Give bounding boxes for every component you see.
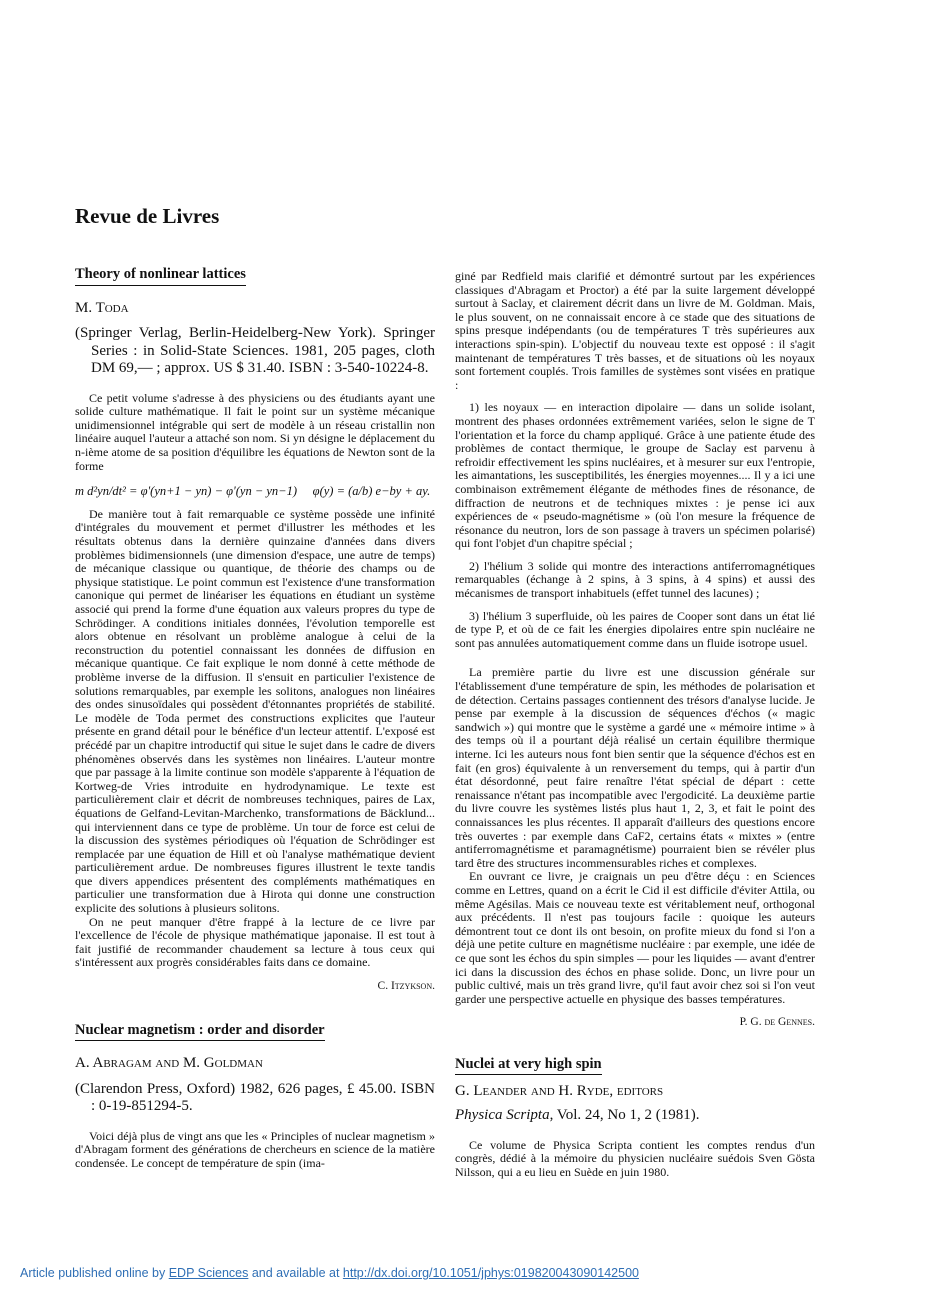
review-paragraph: giné par Redfield mais clarifié et démontré surtout par les expériences classiques d'Abragam et Proctor) a été par la suite largement développé surtout à Saclay, et clairement décrit dans un livre de M. Goldman. Mais, le plus souvent, on ne connaissait encore à ce stade que des situations de spins presque indépendants (ou de températures T très supérieures aux interactions spin-spin). L'objectif du nouveau texte est opposé : il s'agit maintenant de températures T très basses, et de situations où les noyaux sont fortement couplés. Trois familles de systèmes sont visées en pratique : bbox=[455, 269, 815, 392]
review-title: Theory of nonlinear lattices bbox=[75, 268, 246, 286]
list-item: 2) l'hélium 3 solide qui montre des interactions antiferromagnétiques remarquables (échange à 2 spins, à 3 spins, à 4 spins) et aussi des mécanismes de transport inhabituels (effet tunnel des lacunes) ; bbox=[455, 558, 815, 601]
review-nuclei-high-spin bbox=[455, 1055, 815, 1179]
review-paragraph: Ce petit volume s'adresse à des physiciens ou des étudiants ayant une solide culture mathématique. Il fait le point sur un système mécanique unidimensionnel intégrable qui sert de modèle à un réseau cristallin non linéaire auquel l'auteur a attaché son nom. Si yn désigne le déplacement du n-ième atome de sa position d'équilibre les équations de Newton sont de la forme bbox=[75, 390, 435, 473]
publication-info: Physica Scripta, Vol. 24, No 1, 2 (1981). bbox=[455, 1107, 700, 1124]
review-title: Nuclei at very high spin bbox=[455, 1058, 602, 1076]
review-paragraph: On ne peut manquer d'être frappé à la lecture de ce livre par l'excellence de l'école de physique mathématique japonaise. Il est tout à fait justifié de recommander chaudement sa lecture à tous ceux qui s'intéressent aux progrès considérables faits dans ce domaine. bbox=[75, 914, 435, 970]
left-column bbox=[75, 268, 435, 1171]
list-item: 3) l'hélium 3 superfluide, où les paires de Cooper sont dans un état lié de type P, et où de ce fait les énergies dipolaires entre spin nucléaire ne sont pas annulées automatiquement comme dans un fluide isotrope usuel. bbox=[455, 608, 815, 650]
review-paragraph: En ouvrant ce livre, je craignais un peu d'être déçu : en Sciences comme en Lettres, quand on a écrit le Cid il est difficile d'éviter Attila, ou même Agésilas. Mais ce nouveau texte est véritablement neuf, orthogonal aux précédents. Il n'est pas toujours facile : quoique les auteurs démontrent tout ce dont ils ont besoin, on profite mieux du fond si l'on a déjà une petite culture en magnétisme nucléaire : par exemple, une idée de ce que sont les échos du spin simples — pour les liquides — avant d'entrer ici dans la discussion des échos en phase solide. Donc, un livre pour un public cultivé, mais un très grand livre, qu'il faut avoir chez soi si l'on veut garder une perspective actuelle en physique des basses températures. bbox=[455, 869, 815, 1006]
publication-info: (Springer Verlag, Berlin-Heidelberg-New York). Springer Series : in Solid-State Sciences. 1981, 205 pages, cloth DM 69,— ; approx. US $ 31.40. ISBN : 3-540-10224-8. bbox=[75, 325, 435, 377]
equation-rhs: φ(y) = (a/b) e−by + ay. bbox=[312, 484, 431, 499]
review-title: Nuclear magnetism : order and disorder bbox=[75, 1024, 325, 1042]
review-paragraph: Voici déjà plus de vingt ans que les « Principles of nuclear magnetism » d'Abragam forment des générations de chercheurs en science de la matière condensée. Le concept de température de spin (ima- bbox=[75, 1128, 435, 1170]
publication-info: (Clarendon Press, Oxford) 1982, 626 pages, £ 45.00. ISBN : 0-19-851294-5. bbox=[75, 1080, 435, 1115]
review-paragraph: La première partie du livre est une discussion générale sur l'établissement d'une température de spin, les méthodes de polarisation et de détection. Certains passages contiennent des trésors d'analyse lucide. Je pense par exemple à la discussion de séquences d'échos (« magic sandwich ») qui montre que le système a gardé une « mémoire intime » à des temps où il a pourtant déjà réalisé un certain équilibre thermique interne. Ici les auteurs nous font bien sentir que la séquence d'échos est en fait (en gros) équivalente à un renversement du temps, qui à partir d'un état désordonné, peut faire renaître l'état spécial de départ : cette renaissance n'étant pas incompatible avec l'ergodicité. La deuxième partie du livre couvre les systèmes listés plus haut 1, 2, 3, et fait le point des connaissances les plus récentes. Il apparaît d'ailleurs des questions encore très ouvertes : par exemple dans CaF2, certains états « mixtes » (entre antiferromagnétisme et paramagnétisme) pourraient bien se révéler plus tard être des structures incommensurables riches et complexes. bbox=[455, 665, 815, 870]
right-column bbox=[455, 270, 815, 1179]
footer: Article published online by EDP Sciences and available at http://dx.doi.org/10.1051/jphys:019820043090142500 bbox=[20, 1266, 639, 1280]
review-nuclear-magnetism bbox=[75, 1021, 435, 1171]
equation bbox=[75, 485, 435, 499]
review-paragraph: De manière tout à fait remarquable ce système possède une infinité d'intégrales du mouvement et permet d'illustrer les méthodes et les résultats obtenus dans la dernière quinzaine d'années dans divers problèmes bidimensionnels (une dimension d'espace, une autre de temps) de mécanique classique ou quantique, de théorie des champs ou de physique statistique. Le point commun est l'existence d'une transformation canonique qui permet de linéariser les équations en étudiant un système associé qui prend la forme d'une équation aux valeurs propres du type de Schrödinger. A conditions initiales données, l'évolution temporelle est alors obtenue en résolvant un problème analogue à celui de la reconstruction du potentiel connaissant les données de diffusion en mécanique quantique. Ce fait explique le nom donné à cette méthode de problème inverse de la diffusion. Il s'ensuit en particulier l'existence de solutions remarquables, par exemple les solitons, analogues non linéaires des ondes sinusoïdales qui possèdent d'étonnantes propriétés de stabilité. Le modèle de Toda permet des constructions explicites que l'auteur présente en grand détail pour le bénéfice d'un lecteur attentif. L'exposé est précédé par un chapitre introductif qui situe le sujet dans le cadre de divers phénomènes observés dans les systèmes non linéaires. L'auteur montre que par passage à la limite continue son modèle s'apparente à l'équation de Kortweg-de Vries introduite en hydrodynamique. Le texte est particulièrement clair et décrit de nombreuses techniques, paires de Lax, équations de Gelfand-Levitan-Marchenko, transformations de Bäcklund... qui interviennent dans ce type de problème. Un tour de force est celui de la discussion des systèmes périodiques où l'équation de Schrödinger est remplacée par une équation de Hill et où l'analyse mathématique devient particulièrement ardue. De nombreuses figures illustrent le texte tandis que divers appendices présentent des compléments mathématiques en particulier une transformation due à Hirota qui donne une construction explicite des solutions à plusieurs solitons. bbox=[75, 506, 435, 916]
reviewer-signature: P. G. de Gennes. bbox=[739, 1016, 815, 1029]
page-title: Revue de Livres bbox=[75, 204, 220, 228]
doi-link[interactable]: http://dx.doi.org/10.1051/jphys:019820043090142500 bbox=[342, 1266, 639, 1280]
reviewer-signature: C. Itzykson. bbox=[377, 980, 435, 993]
review-paragraph: Ce volume de Physica Scripta contient les comptes rendus d'un congrès, dédié à la mémoire du physicien nucléaire suédois Sven Gösta Nilsson, qui a eu lieu en Suède en juin 1980. bbox=[455, 1137, 815, 1179]
review-theory-nonlinear-lattices bbox=[75, 268, 435, 994]
review-author: M. Toda bbox=[75, 299, 129, 316]
list-item: 1) les noyaux — en interaction dipolaire — dans un solide isolant, montrent des phases ordonnées extrêmement variées, selon le signe de T l'orientation et la force du champ appliqué. Grâce à une patiente étude des problèmes de contact thermique, le groupe de Saclay est parvenu à refroidir effectivement les spins nucléaires, et à mesurer sur eux l'entropie, les aimantations, les susceptibilités, les énergies moyennes.... Il y a ici une combinaison extrêmement élégante de méthodes fines de résonance, de diffraction de neutrons et de techniques mixtes : je pense ici aux expériences de « pseudo-magnétisme » (où l'on mesure la fréquence de résonance du neutron, lors de son passage à travers un spécimen polarisé) qui font l'objet d'un chapitre spécial ; bbox=[455, 400, 815, 551]
equation-lhs: m d²yn/dt² = φ'(yn+1 − yn) − φ'(yn − yn−1) bbox=[75, 484, 298, 499]
review-author: A. Abragam and M. Goldman bbox=[75, 1055, 263, 1072]
publisher-link[interactable]: EDP Sciences bbox=[168, 1266, 249, 1280]
review-editors: G. Leander and H. Ryde, editors bbox=[455, 1083, 664, 1100]
